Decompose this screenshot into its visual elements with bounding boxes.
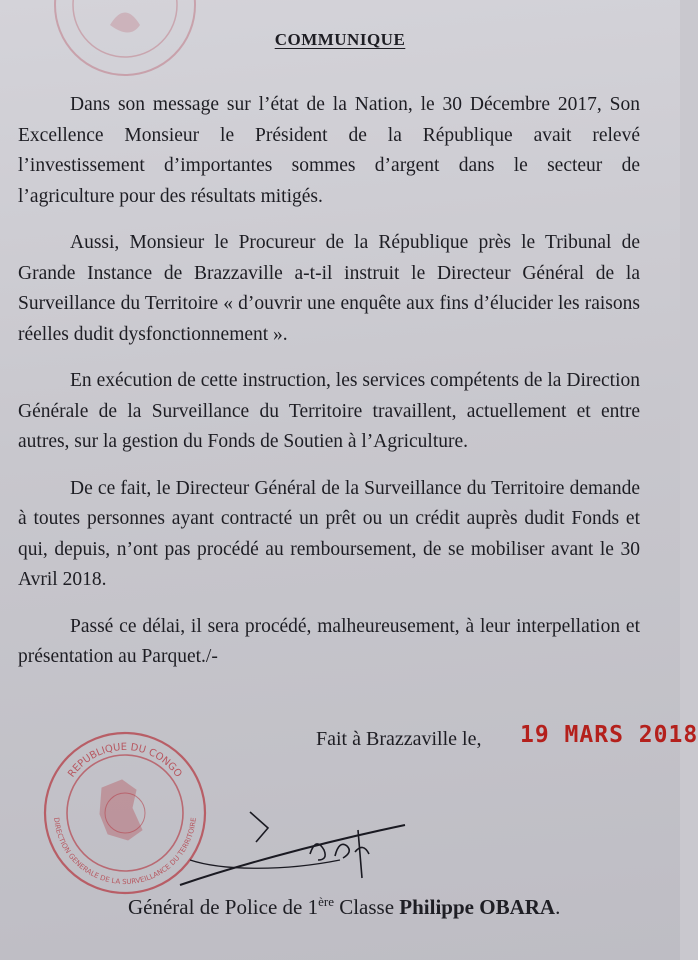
- document-title: [0, 30, 680, 50]
- signature-icon: [160, 790, 420, 900]
- signer-rank-suffix: Classe: [333, 895, 400, 919]
- date-stamp: 19 MARS 2018: [520, 722, 698, 748]
- seal-bottom-text: DIRECTION GENERALE DE LA SURVEILLANCE DU TERRITOIRE: [52, 817, 198, 887]
- paragraph-2: Aussi, Monsieur le Procureur de la République près le Tribunal de Grande Instance de Brazzaville a-t-il instruit le Directeur Général de la Surveillance du Territoire « d’ouvrir une enquête aux fins d’élucider les raisons réelles dudit dysfonctionnement ».: [18, 232, 640, 345]
- seal-top-text: REPUBLIQUE DU CONGO: [66, 741, 184, 780]
- signer-rank-sup: ère: [318, 894, 334, 909]
- document-body: [18, 90, 640, 689]
- signer-rank-prefix: Général de Police de 1: [128, 895, 319, 919]
- place-line: Fait à Brazzaville le,: [316, 728, 482, 750]
- signer-trailing: .: [555, 895, 561, 919]
- signer-name: Philippe OBARA: [399, 895, 556, 919]
- title-text: COMMUNIQUE: [274, 30, 406, 49]
- paragraph-1: Dans son message sur l’état de la Nation, le 30 Décembre 2017, Son Excellence Monsieur le Président de la République avait relevé l’investissement d’importantes sommes d’argent dans le secteur de l’agriculture pour des résultats mitigés.: [18, 94, 640, 207]
- paragraph-3: En exécution de cette instruction, les services compétents de la Direction Générale de la Surveillance du Territoire travaillent, actuellement et entre autres, sur la gestion du Fonds de Soutien à l’Agriculture.: [18, 370, 640, 452]
- signer-line: [128, 894, 560, 920]
- paragraph-5: Passé ce délai, il sera procédé, malheureusement, à leur interpellation et présentation au Parquet./-: [18, 615, 640, 667]
- svg-text:REPUBLIQUE DU CONGO: [66, 742, 183, 780]
- paragraph-4: De ce fait, le Directeur Général de la Surveillance du Territoire demande à toutes personnes ayant contracté un prêt ou un crédit auprès dudit Fonds et qui, depuis, n’ont pas procédé au remboursement, de se mobiliser avant le 30 Avril 2018.: [18, 477, 640, 590]
